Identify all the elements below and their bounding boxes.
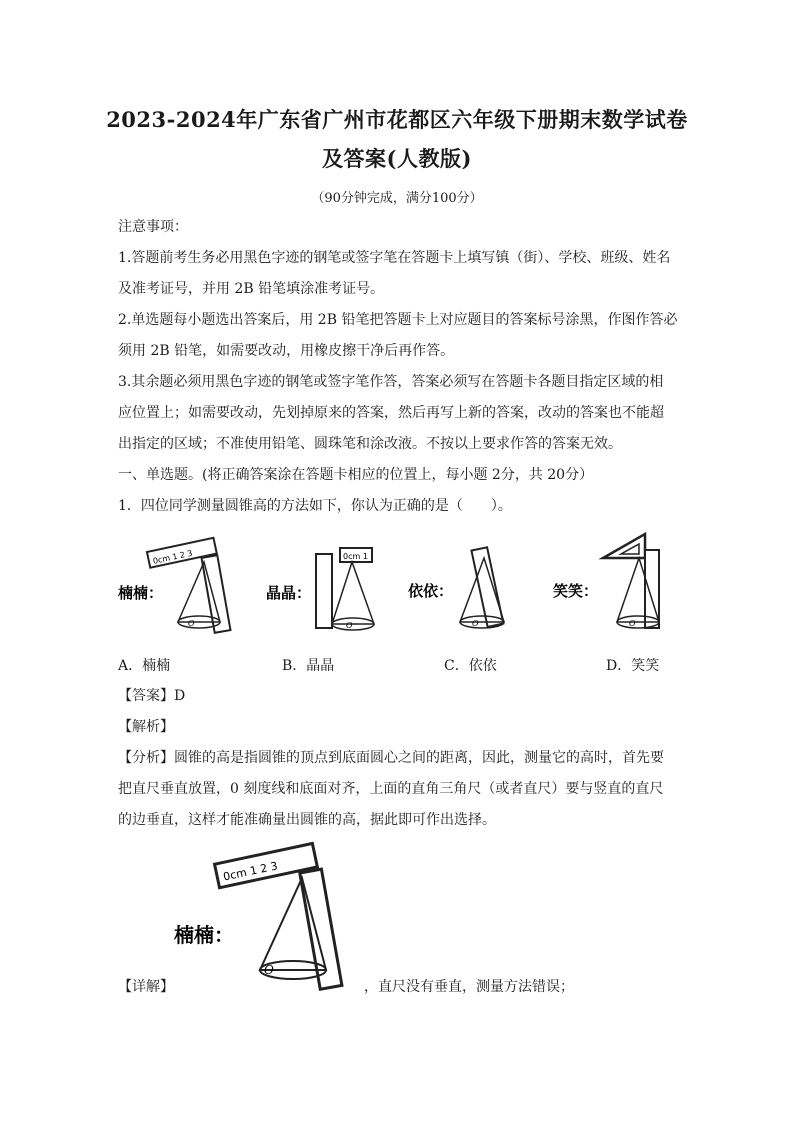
analysis-line-2: 把直尺垂直放置，0 刻度线和底面对齐，上面的直角三角尺（或者直尺）要与竖直的直尺 [118,781,664,797]
note-line-7: 出指定的区域；不准使用铅笔、圆珠笔和涂改液。不按以上要求作答的答案无效。 [118,436,622,452]
figure-nannan-ruler: 0cm 1 2 3 [152,548,194,566]
notes-heading: 注意事项： [118,219,188,235]
figure-yiyi-label: 依依： [408,582,454,600]
detail-text: ，直尺没有垂直，测量方法错误； [364,979,574,995]
figure-jingjing-label: 晶晶： [266,584,312,602]
figure-jingjing-center: O [346,621,353,630]
detail-figure-label: 楠楠： [174,923,234,947]
document-title-line2: 及答案(人教版) [322,146,472,171]
analysis-line-3: 的边垂直，这样才能准确量出圆锥的高，据此即可作出选择。 [118,812,496,828]
note-line-4: 须用 2B 铅笔，如需要改动，用橡皮擦干净后再作答。 [118,343,455,359]
figure-nannan-center: O [188,619,195,628]
option-c: C．依依 [444,658,497,674]
question-1-stem: 1．四位同学测量圆锥高的方法如下，你认为正确的是（ ）。 [118,498,512,514]
option-b: B．晶晶 [282,658,335,674]
figure-xiaoxiao [553,530,673,635]
figure-yiyi [408,540,528,635]
detail-figure-nannan [172,840,362,1000]
option-d: D．笑笑 [606,658,660,674]
analysis-line-1: 【分析】圆锥的高是指圆锥的顶点到底面圆心之间的距离，因此，测量它的高时，首先要 [118,750,664,766]
detail-figure-center: O [264,963,274,977]
figure-jingjing [266,540,386,635]
figure-xiaoxiao-label: 笑笑： [553,582,599,600]
figure-xiaoxiao-center: O [629,619,636,628]
figure-yiyi-center: O [472,619,479,628]
analysis-heading: 【解析】 [118,719,174,735]
figure-nannan [116,534,236,634]
note-line-3: 2.单选题每小题选出答案后，用 2B 铅笔把答题卡上对应题目的答案标号涂黑，作图作答必 [118,312,678,328]
detail-figure-ruler: 0cm 1 2 3 [222,859,279,884]
answer-line: 【答案】D [118,688,186,704]
exam-subtitle: （90分钟完成，满分100分） [311,191,483,206]
note-line-5: 3.其余题必须用黑色字迹的钢笔或签字笔作答，答案必须写在答题卡各题目指定区域的相 [118,374,664,390]
document-title-line1: 2023-2024年广东省广州市花都区六年级下册期末数学试卷 [106,107,688,132]
figure-jingjing-ruler: 0cm 1 [343,552,368,561]
note-line-1: 1.答题前考生务必用黑色字迹的钢笔或签字笔在答题卡上填写镇（街）、学校、班级、姓名 [118,250,671,266]
note-line-6: 应位置上；如需要改动，先划掉原来的答案，然后再写上新的答案，改动的答案也不能超 [118,405,664,421]
detail-label: 【详解】 [118,979,174,995]
option-a: A．楠楠 [118,658,171,674]
figure-nannan-label: 楠楠： [118,584,164,602]
section-heading: 一、单选题。(将正确答案涂在答题卡相应的位置上，每小题 2分，共 20分） [118,467,594,483]
note-line-2: 及准考证号，并用 2B 铅笔填涂准考证号。 [118,281,385,297]
